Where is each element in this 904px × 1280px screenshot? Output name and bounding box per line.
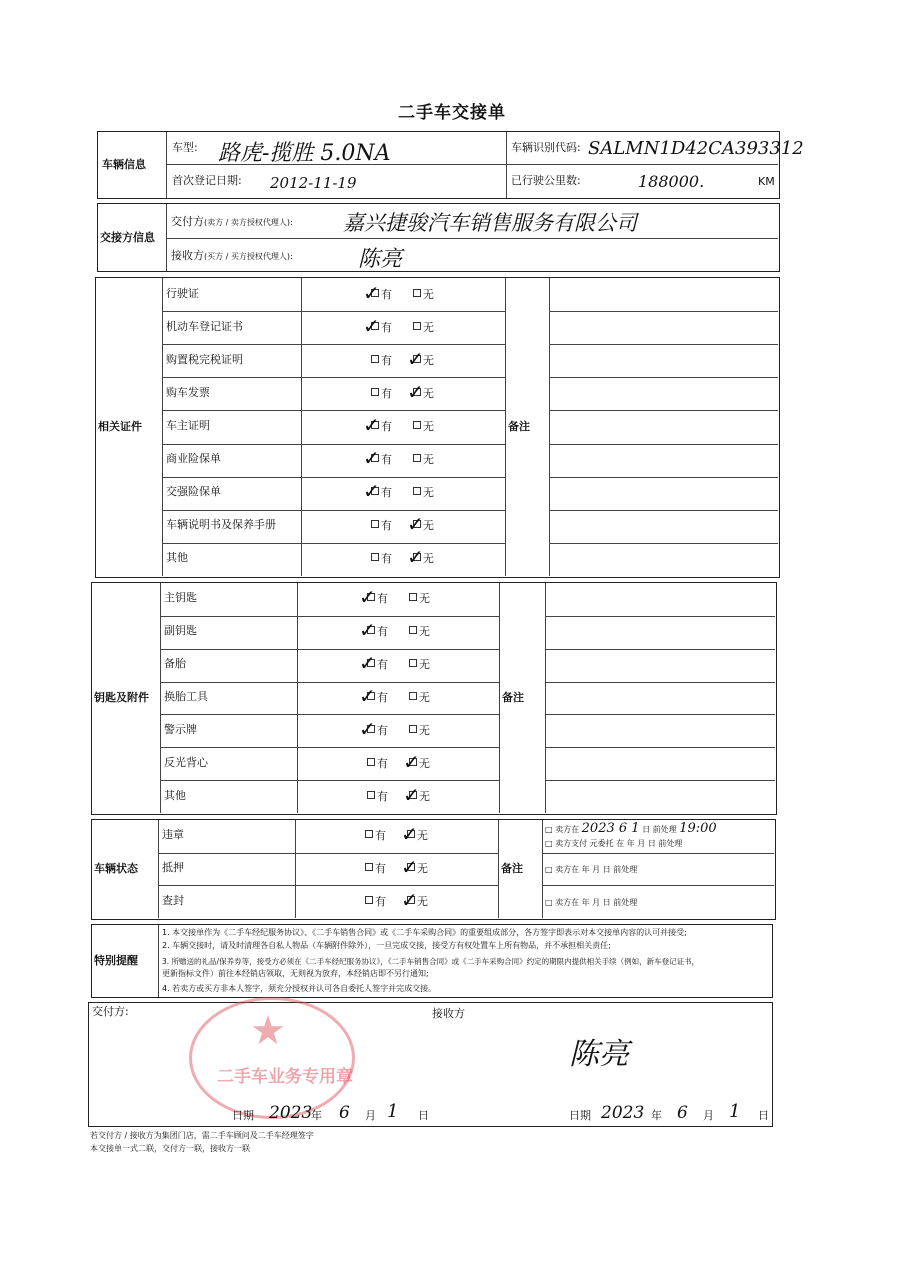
no-checkbox[interactable]: 无 (413, 519, 434, 533)
yes-checkbox[interactable]: 有 (365, 862, 386, 876)
vin-label: 车辆识别代码: (511, 141, 581, 154)
section-label: 钥匙及附件 (94, 691, 149, 704)
yes-checkbox[interactable]: 有 (367, 625, 388, 639)
item-label: 查封 (162, 893, 184, 907)
no-checkbox[interactable]: 无 (413, 387, 434, 401)
check-mark-icon: ✓ (359, 618, 376, 643)
first-reg-label: 首次登记日期: (172, 174, 242, 187)
yes-checkbox[interactable]: 有 (371, 453, 392, 467)
vehicle-info-section (97, 131, 804, 199)
item-label: 抵押 (162, 861, 184, 874)
giver-day: 1 (387, 1101, 399, 1122)
date-label: 日期 (232, 1109, 254, 1122)
remark-line: □ 卖方在 2023 6 1 日 前处理 19:00 (545, 821, 717, 836)
item-label: 车辆说明书及保养手册 (166, 518, 276, 532)
check-mark-icon: ✓ (407, 545, 424, 570)
mileage-unit: KM (758, 175, 775, 188)
check-mark-icon: ✓ (359, 651, 376, 676)
check-mark-icon: ✓ (363, 479, 380, 504)
yes-checkbox[interactable]: 有 (371, 387, 392, 401)
item-label: 副钥匙 (164, 624, 197, 638)
giver-sign-label: 交付方: (92, 1005, 129, 1018)
check-mark-icon: ✓ (363, 313, 380, 338)
no-checkbox[interactable]: 无 (407, 862, 428, 876)
item-label: 违章 (162, 828, 184, 842)
yes-checkbox[interactable]: 有 (371, 354, 392, 368)
no-checkbox[interactable]: 无 (413, 552, 434, 566)
no-checkbox[interactable]: 无 (409, 757, 430, 771)
yes-checkbox[interactable]: 有 (371, 321, 392, 335)
receiver-day: 1 (729, 1101, 741, 1122)
giver-year: 2023 (269, 1103, 313, 1123)
date-label: 日期 (569, 1109, 591, 1122)
yes-checkbox[interactable]: 有 (367, 757, 388, 771)
yes-checkbox[interactable]: 有 (367, 658, 388, 672)
check-mark-icon: ✓ (401, 855, 418, 879)
month-label: 月 (365, 1109, 376, 1122)
no-checkbox[interactable]: 无 (409, 592, 430, 606)
item-label: 警示牌 (164, 722, 197, 736)
item-label: 换胎工具 (164, 690, 208, 703)
no-checkbox[interactable]: 无 (407, 895, 428, 909)
no-checkbox[interactable]: 无 (409, 724, 430, 738)
yes-checkbox[interactable]: 有 (367, 592, 388, 606)
remark-line: □ 卖方支付 元委托 在 年 月 日 前处理 (545, 839, 683, 848)
yes-checkbox[interactable]: 有 (371, 288, 392, 302)
item-label: 机动车登记证书 (166, 319, 243, 333)
receiver-year: 2023 (601, 1103, 645, 1123)
no-checkbox[interactable]: 无 (413, 354, 434, 368)
yes-checkbox[interactable]: 有 (365, 895, 386, 909)
check-mark-icon: ✓ (407, 379, 424, 404)
special-line: 3. 所赠送的礼品/保养券等，接受方必须在《二手车经纪服务协议》，《二手车销售合同》或《二手车采购合同》约定的期限内提供相关手续（例如，新车登记证书， (162, 957, 700, 966)
item-label: 车主证明 (166, 419, 210, 432)
footer-line: 本交接单一式二联，交付方一联，接收方一联 (90, 1144, 250, 1153)
status-section (91, 819, 776, 920)
company-seal-icon: ★ 二手车业务专用章 (189, 997, 355, 1119)
no-checkbox[interactable]: 无 (413, 453, 434, 467)
item-label: 交强险保单 (166, 485, 221, 499)
yes-checkbox[interactable]: 有 (367, 691, 388, 705)
model-label: 车型: (172, 141, 198, 154)
item-label: 反光背心 (164, 755, 208, 769)
item-label: 其他 (164, 788, 186, 802)
yes-checkbox[interactable]: 有 (371, 420, 392, 434)
remark-label: 备注 (508, 420, 530, 433)
item-label: 商业险保单 (166, 452, 221, 466)
yes-checkbox[interactable]: 有 (371, 552, 392, 566)
page-title: 二手车交接单 (398, 103, 506, 123)
receiver-value: 陈亮 (358, 247, 403, 272)
check-mark-icon: ✓ (403, 749, 420, 774)
check-mark-icon: ✓ (363, 280, 380, 305)
parties-section (97, 203, 780, 272)
yes-checkbox[interactable]: 有 (371, 486, 392, 500)
giver-month: 6 (339, 1103, 350, 1123)
mileage-value: 188000. (638, 172, 705, 191)
documents-section (95, 277, 780, 578)
no-checkbox[interactable]: 无 (407, 829, 428, 843)
item-label: 购置税完税证明 (166, 352, 243, 366)
model-value: 路虎-揽胜 5.0NA (218, 141, 391, 166)
remark-label: 备注 (502, 691, 524, 704)
keys-section (91, 582, 777, 815)
check-mark-icon: ✓ (403, 782, 420, 807)
month-label: 月 (703, 1109, 714, 1122)
section-label: 相关证件 (98, 420, 142, 433)
year-label: 年 (651, 1109, 662, 1122)
item-label: 行驶证 (166, 286, 199, 300)
check-mark-icon: ✓ (401, 887, 418, 912)
check-mark-icon: ✓ (401, 822, 418, 847)
remark-line: □ 卖方在 年 月 日 前处理 (545, 897, 638, 907)
receiver-label: 接收方(买方 / 买方授权代理人): (171, 249, 293, 262)
section-label: 特别提醒 (94, 954, 138, 967)
yes-checkbox[interactable]: 有 (367, 790, 388, 804)
no-checkbox[interactable]: 无 (413, 486, 434, 500)
special-line: 更新指标文件）前往本经销店领取，无则视为放弃，本经销店即不另行通知; (162, 969, 429, 978)
item-label: 购车发票 (166, 385, 210, 399)
remark-label: 备注 (501, 862, 523, 875)
day-label: 日 (758, 1109, 769, 1122)
no-checkbox[interactable]: 无 (409, 691, 430, 705)
day-label: 日 (418, 1109, 429, 1122)
year-label: 年 (311, 1109, 322, 1122)
check-mark-icon: ✓ (363, 413, 380, 437)
remark-line: □ 卖方在 年 月 日 前处理 (545, 865, 638, 874)
section-label: 车辆信息 (102, 158, 146, 171)
giver-label: 交付方(卖方 / 卖方授权代理人): (171, 215, 293, 228)
item-label: 备胎 (164, 657, 186, 671)
check-mark-icon: ✓ (359, 716, 376, 741)
special-line: 1. 本交接单作为《二手车经纪服务协议》、《二手车销售合同》或《二手车采购合同》的重要组成部分，各方签字即表示对本交接单内容的认可并接受; (162, 928, 687, 937)
section-label: 车辆状态 (94, 862, 138, 875)
yes-checkbox[interactable]: 有 (367, 724, 388, 738)
item-label: 其他 (166, 551, 188, 565)
no-checkbox[interactable]: 无 (413, 321, 434, 335)
no-checkbox[interactable]: 无 (409, 658, 430, 672)
special-section (91, 924, 773, 998)
check-mark-icon: ✓ (363, 446, 380, 471)
check-mark-icon: ✓ (407, 346, 424, 371)
no-checkbox[interactable]: 无 (413, 420, 434, 434)
special-line: 4. 若卖方或买方非本人签字，须充分授权并认可各自委托人签字并完成交接。 (162, 984, 437, 993)
check-mark-icon: ✓ (359, 684, 376, 708)
check-mark-icon: ✓ (359, 585, 376, 610)
yes-checkbox[interactable]: 有 (365, 829, 386, 843)
signature-section (88, 1002, 773, 1127)
vin-value: SALMN1D42CA393312 (588, 138, 804, 159)
receiver-sign-label: 接收方 (432, 1007, 465, 1020)
giver-value: 嘉兴捷骏汽车销售服务有限公司 (343, 211, 637, 235)
section-label: 交接方信息 (100, 231, 155, 244)
footer-line: 若交付方 / 接收方为集团门店，需二手车顾问及二手车经理签字 (90, 1131, 314, 1140)
receiver-month: 6 (677, 1103, 688, 1123)
no-checkbox[interactable]: 无 (409, 790, 430, 804)
mileage-label: 已行驶公里数: (511, 174, 581, 187)
no-checkbox[interactable]: 无 (409, 625, 430, 639)
first-reg-value: 2012-11-19 (270, 174, 357, 192)
receiver-signature: 陈亮 (569, 1037, 629, 1072)
yes-checkbox[interactable]: 有 (371, 519, 392, 533)
check-mark-icon: ✓ (407, 512, 424, 537)
special-line: 2. 车辆交接时，请及时清理各自私人物品（车辆附件除外），一旦完成交接，接受方有权处置车上所有物品，并不承担相关责任; (162, 941, 611, 950)
item-label: 主钥匙 (164, 591, 197, 605)
no-checkbox[interactable]: 无 (413, 288, 434, 302)
